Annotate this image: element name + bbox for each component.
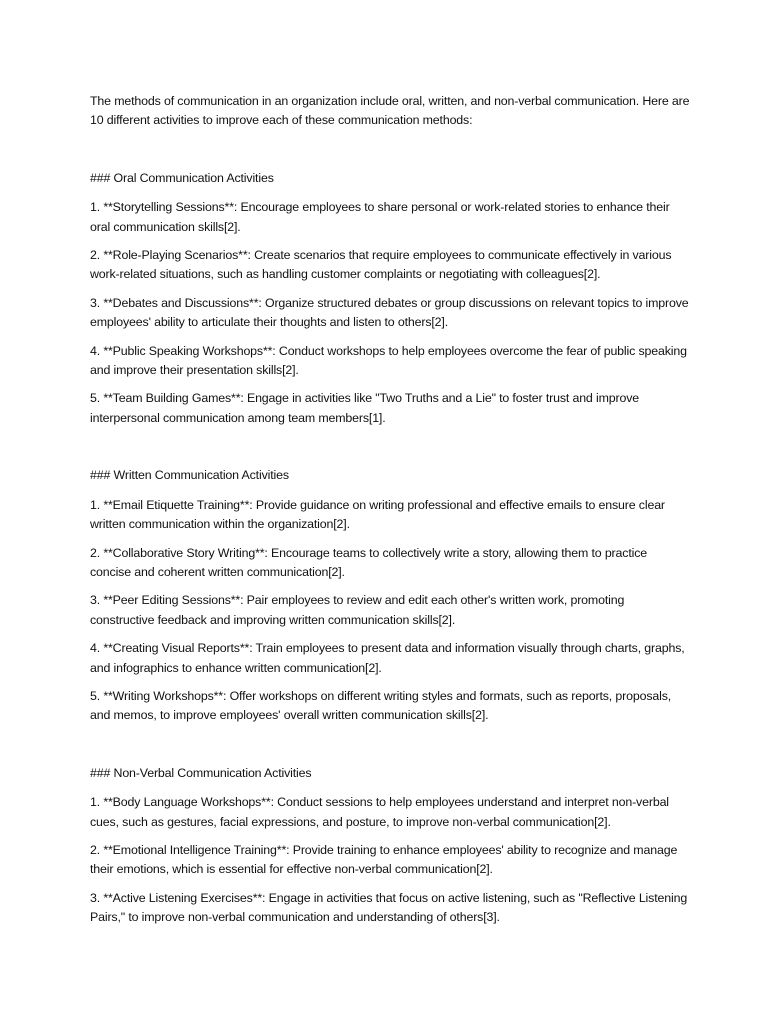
section-oral (90, 169, 690, 428)
list-item: 4. **Public Speaking Workshops**: Conduct workshops to help employees overcome the fear of public speaking and improve their presentation skills[2]. (90, 343, 687, 378)
section-heading-oral: ### Oral Communication Activities (90, 170, 274, 185)
section-heading-nonverbal: ### Non-Verbal Communication Activities (90, 765, 312, 780)
document-page (90, 92, 690, 937)
list-item: 5. **Writing Workshops**: Offer workshops on different writing styles and formats, such as reports, proposals, and memos, to improve employees' overall written communication skills[2]. (90, 688, 672, 723)
list-item: 1. **Email Etiquette Training**: Provide guidance on writing professional and effective emails to ensure clear written communication within the organization[2]. (90, 497, 665, 532)
section-heading-written: ### Written Communication Activities (90, 468, 289, 483)
list-item: 2. **Emotional Intelligence Training**: Provide training to enhance employees' ability to recognize and manage their emotions, which is essential for effective non-verbal communication[2]. (90, 842, 678, 877)
list-item: 2. **Collaborative Story Writing**: Encourage teams to collectively write a story, allowing them to practice concise and coherent written communication[2]. (90, 545, 647, 579)
section-nonverbal (90, 764, 690, 928)
list-item: 3. **Debates and Discussions**: Organize structured debates or group discussions on relevant topics to improve employees' ability to articulate their thoughts and listen to others[2]. (90, 295, 689, 330)
intro-paragraph: The methods of communication in an organization include oral, written, and non-verbal communication. Here are 10 different activities to improve each of these communication methods: (90, 94, 690, 128)
list-item: 4. **Creating Visual Reports**: Train employees to present data and information visually through charts, graphs, and infographics to enhance written communication[2]. (90, 641, 685, 675)
list-item: 3. **Active Listening Exercises**: Engage in activities that focus on active listening, such as "Reflective Listening Pairs," to improve non-verbal communication and understanding of others[3]. (90, 890, 688, 925)
list-item: 3. **Peer Editing Sessions**: Pair employees to review and edit each other's written work, promoting constructive feedback and improving written communication skills[2]. (90, 593, 625, 627)
list-item: 2. **Role-Playing Scenarios**: Create scenarios that require employees to communicate effectively in various work-related situations, such as handling customer complaints or negotiating with colleagues[2]. (90, 248, 672, 282)
list-item: 1. **Body Language Workshops**: Conduct sessions to help employees understand and interpret non-verbal cues, such as gestures, facial expressions, and posture, to improve non-verbal communication[2]. (90, 795, 669, 829)
section-written (90, 466, 690, 725)
list-item: 1. **Storytelling Sessions**: Encourage employees to share personal or work-related stories to enhance their oral communication skills[2]. (90, 200, 670, 234)
list-item: 5. **Team Building Games**: Engage in activities like "Two Truths and a Lie" to foster trust and improve interpersonal communication among team members[1]. (90, 391, 639, 425)
